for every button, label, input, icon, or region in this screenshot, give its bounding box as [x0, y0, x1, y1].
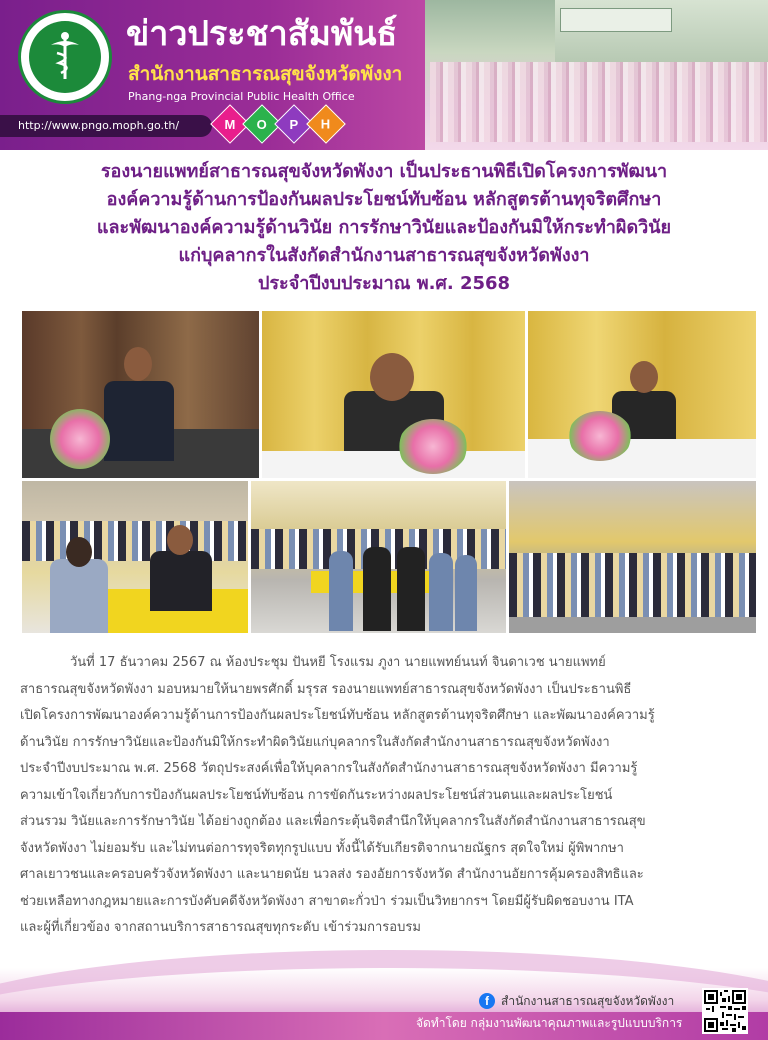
- body-line: ช่วยเหลือทางกฎหมายและการบังคับคดีจังหวัดพังงา สาขาตะกั่วป่า ร่วมเป็นวิทยากรฯ โดยมีผู้รับผิดชอบงาน ITA: [20, 893, 634, 909]
- caduceus-icon: [47, 31, 83, 81]
- body-line: ศาลเยาวชนและครอบครัวจังหวัดพังงา และนายดนัย นวลส่ง รองอัยการจังหวัด สำนักงานอัยการคุ้มครองสิทธิและ: [20, 867, 644, 882]
- moph-letter-h: H: [306, 104, 346, 144]
- office-name-en: Phang-nga Provincial Public Health Office: [128, 90, 355, 103]
- url-bar: [0, 115, 212, 137]
- moph-letter-m: M: [210, 104, 250, 144]
- ministry-logo: [18, 10, 112, 104]
- page-title: ข่าวประชาสัมพันธ์: [126, 14, 398, 54]
- moph-letter-o: O: [242, 104, 282, 144]
- news-body: [20, 650, 748, 942]
- photo-chairman-speech: [262, 311, 525, 478]
- headline-line: รองนายแพทย์สาธารณสุขจังหวัดพังงา เป็นประธานพิธีเปิดโครงการพัฒนา: [100, 161, 668, 182]
- photo-group-standing: [251, 481, 506, 633]
- headline-line: องค์ความรู้ด้านการป้องกันผลประโยชน์ทับซ้อน หลักสูตรต้านทุจริตศึกษา: [106, 189, 662, 210]
- body-line: สาธารณสุขจังหวัดพังงา มอบหมายให้นายพรศักดิ์ มรุรส รองนายแพทย์สาธารณสุขจังหวัดพังงา เป็นประธานพิธี: [20, 681, 632, 697]
- headline-line: ประจำปีงบประมาณ พ.ศ. 2568: [257, 273, 511, 294]
- body-line: จังหวัดพังงา ไม่ยอมรับ และไม่ทนต่อการทุจริตทุกรูปแบบ ทั้งนี้ได้รับเกียรติจากนายณัฐกร สุดใจใหม่ ผู้พิพากษา: [20, 840, 624, 856]
- body-line: เปิดโครงการพัฒนาองค์ความรู้ด้านการป้องกันผลประโยชน์ทับซ้อน หลักสูตรต้านทุจริตศึกษา และพัฒนาองค์ความรู้: [20, 708, 655, 723]
- body-line: ประจำปีงบประมาณ พ.ศ. 2568 วัตถุประสงค์เพื่อให้บุคลากรในสังกัดสำนักงานสาธารณสุขจังหวัดพังงา มีความรู้: [20, 761, 638, 776]
- staff-crowd-image: [430, 62, 768, 142]
- office-name-th: สำนักงานสาธารณสุขจังหวัดพังงา: [128, 63, 403, 85]
- facebook-icon[interactable]: f: [479, 993, 495, 1009]
- photo-speaker-seated: [22, 311, 259, 478]
- body-line: และผู้ที่เกี่ยวข้อง จากสถานบริการสาธารณสุขทุกระดับ เข้าร่วมการอบรม: [20, 920, 421, 935]
- photo-lecturer-podium: [528, 311, 756, 478]
- body-line: ความเข้าใจเกี่ยวกับการป้องกันผลประโยชน์ทับซ้อน การขัดกันระหว่างผลประโยชน์ส่วนตนและผลประโยชน์: [20, 787, 613, 803]
- produced-by: จัดทำโดย กลุ่มงานพัฒนาคุณภาพและรูปแบบบริการ: [416, 1016, 683, 1030]
- qr-code-icon[interactable]: [702, 988, 748, 1034]
- photo-attendees-seated: [22, 481, 248, 633]
- moph-logo: [214, 108, 342, 138]
- building-sign: [560, 8, 672, 32]
- news-headline: [20, 158, 748, 298]
- body-line: ส่วนรวม วินัยและการรักษาวินัย ได้อย่างถูกต้อง และเพื่อกระตุ้นจิตสำนึกให้บุคลากรในสังกัดสำนักงานสาธารณสุข: [20, 814, 646, 829]
- facebook-page-name[interactable]: สำนักงานสาธารณสุขจังหวัดพังงา: [501, 994, 675, 1008]
- body-line: วันที่ 17 ธันวาคม 2567 ณ ห้องประชุม ปันหยี โรงแรม ภูงา นายแพทย์นนท์ จินดาเวช นายแพทย์: [70, 655, 606, 670]
- website-link[interactable]: http://www.pngo.moph.go.th/: [18, 119, 180, 132]
- header-banner: [0, 0, 768, 150]
- headline-line: แก่บุคลากรในสังกัดสำนักงานสาธารณสุขจังหวัดพังงา: [178, 245, 590, 266]
- moph-letter-p: P: [274, 104, 314, 144]
- headline-line: และพัฒนาองค์ความรู้ด้านวินัย การรักษาวินัยและป้องกันมิให้กระทำผิดวินัย: [96, 217, 672, 238]
- photo-all-participants: [509, 481, 756, 633]
- body-line: ด้านวินัย การรักษาวินัยและป้องกันมิให้กระทำผิดวินัยแก่บุคลากรในสังกัดสำนักงานสาธารณสุขจังหวัดพังงา: [20, 734, 610, 750]
